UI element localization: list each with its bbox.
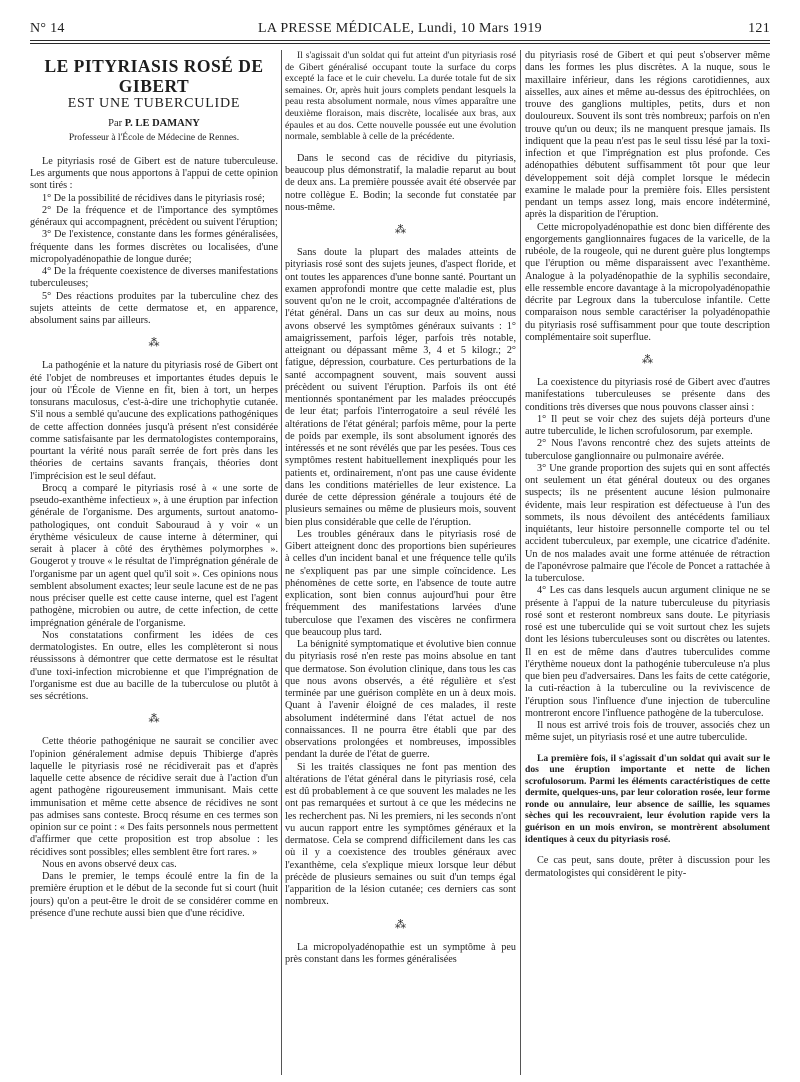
case-note	[285, 50, 516, 143]
paragraph-brocq: Brocq a comparé le pityriasis rosé à « une sorte de pseudo-exanthème infectieux », à une éruption par infection générale de l'organisme. Des arguments, surtout anatomo-pathologiques, ont conduit Sabouraud à y voir « un érythème vésiculeux de cause interne à déterminer, qui serait à placer à côté des érythèmes polymorphes ». Gougerot y trouve « le résultat de l'imprégnation générale de l'organisme par un agent quel qu'il soit ». Ces opinions nous semblent absolument exactes; leur seule lacune est de ne pas nous préciser quelle est cette cause interne, quel est l'agent pathogène, microbien ou autre, de cette infection, de cette imprégnation générale de l'organisme.	[30, 482, 278, 629]
paragraph-pathogenie: La pathogénie et la nature du pityriasis rosé de Gibert ont été l'objet de nombreuses et importantes études depuis le jour où l'École de Vienne en fit, bien à tort, un herpes tonsurans maculosus, c'est-à-dire une trichophytie cutanée. S'il nous a semblé qu'aucune des explications pathogéniques de cette affection données jusqu'à présent n'est considérée comme satisfaisante par les dermatologistes contemporains, pourtant la vérité nous paraît serrée de fort près dans les théories de certains savants français, théories dont l'imprécision est le seul défaut.	[30, 360, 278, 482]
paragraph-differente: Cette micropolyadénopathie est donc bien différente des engorgements ganglionnaires fugaces de la varicelle, de la rubéole, de la rougeole, qui ne durent guère plus longtemps que l'éruption ou même disparaissent avec l'exanthème. Analogue à la polyadénopathie de la syphilis secondaire, elle ressemble encore davantage à la micropolyadénopathie décrite par Legroux dans la tuberculose infantile. Cette comparaison nous semble caractériser la polyadénopathie du pityriasis rosé suffisamment pour que toute description complémentaire soit superflue.	[525, 221, 770, 343]
paragraph-symptomes: Sans doute la plupart des malades atteints de pityriasis rosé sont des sujets jeunes, d'aspect floride, et ont toutes les apparences d'une bonne santé. Pourtant un examen approfondi montre que cette maladie est, plus souvent qu'on ne le croit, accompagnée d'altérations de l'état général. Dans un cas sur deux au moins, nous avons observé les symptômes généraux suivants : 1° amaigrissement, parfois léger, parfois très notable, atteignant ou dépassant même 3, 4 et 5 kilogr.; 2° fatigue, dépression, courbature. Ces perturbations de la santé accompagnent souvent, mais souvent aussi précèdent ou suivent l'éruption. Parfois ils ont été mentionnés spontanément par les malades préoccupés de leur état; parfois l'interrogatoire a seul révélé les altérations de l'état général; parfois même, pour la perte de poids par exemple, ils sont absolument ignorés des intéressés et ne sont révélés que par les pesées. Tous ces symptômes restent habituellement inexpliqués pour les patients et, ordinairement, n'ont pas une cause évidente dans les conditions matérielles de leur existence. La durée de cette dépression générale a toujours été de plusieurs semaines ou même de plusieurs mois, souvent bien plus considérable que celle de l'éruption.	[285, 247, 516, 528]
list-item-1: 1° Il peut se voir chez des sujets déjà porteurs d'une autre tuberculide, le lichen scrofulosorum, par exemple.	[525, 413, 770, 437]
paragraph-micropolyadenopathie: La micropolyadénopathie est un symptôme à peu près constant dans les formes généralisées	[285, 941, 516, 965]
paragraph-deux-cas: Nous en avons observé deux cas.	[42, 858, 177, 870]
paragraph-continuation: du pityriasis rosé de Gibert et qui peut s'observer même dans les formes les plus discrètes. A la nuque, sous le maxillaire inférieur, dans les régions carotidiennes, aux aisselles, aux aines et même au-dessus des épitrochlées, on trouve des ganglions multiples, petits, durs et non douloureux. Souvent ils sont très nombreux; parfois on n'en trouve qu'un ou deux; ils ne manquent presque jamais. Ils indiquent que la peau n'est pas le seul tissu lésé par la toxi-infection et que l'imprégnation est plus profonde. Ces adénopathies débutent suffisamment tôt pour que leur développement soit déjà complet lorsque le médecin examine le malade pour la première fois. Elles persistent pendant un temps assez long, mais encore indéterminé, après la disparition de l'éruption.	[525, 50, 770, 221]
header-rule-second	[30, 43, 770, 44]
journal-title: LA PRESSE MÉDICALE, Lundi, 10 Mars 1919	[258, 21, 542, 36]
paragraph-premier-cas: Dans le premier, le temps écoulé entre la fin de la première éruption et le début de la seconde fut si court (huit jours) qu'on a peut-être le droit de se considérer comme en présence d'une rechute aussi bien que d'une récidive.	[30, 871, 278, 919]
paragraph-traites: Si les traités classiques ne font pas mention des altérations de l'état général dans le pityriasis rosé, cela est dû probablement à ce que souvent les malades ne les ont pas remarquées et surtout à ce que les médecins ne les recherchent pas. Ni les premiers, ni les seconds n'ont vu aucun rapport entre les symptômes généraux et la dermatose. Cela se comprend difficilement dans les cas où il y a coexistence des troubles généraux avec l'exanthème, cela s'explique mieux lorsque leur début précède de plusieurs semaines ou suit d'un temps égal l'apparition de la lésion cutanée; ces derniers cas sont nombreux.	[285, 761, 516, 908]
author-affiliation: Professeur à l'École de Médecine de Rennes.	[68, 132, 240, 143]
argument-4: 4° De la fréquente coexistence de diverses manifestations tuberculeuses;	[30, 266, 278, 290]
argument-5: 5° Des réactions produites par la tuberculine chez des sujets atteints de cette dermatose et, en apparence, absolument sains par ailleurs.	[30, 290, 278, 326]
page-number: 121	[748, 21, 770, 36]
column-2	[285, 50, 516, 1075]
author-name: P. LE DAMANY	[124, 118, 200, 130]
article-subtitle: EST UNE TUBERCULIDE	[67, 96, 241, 111]
article-title: LE PITYRIASIS ROSÉ DE GIBERT	[44, 56, 264, 96]
section-separator: ⁂	[148, 337, 160, 350]
section-separator: ⁂	[395, 918, 406, 931]
spacer	[30, 144, 278, 156]
paragraph-theorie: Cette théorie pathogénique ne saurait se concilier avec l'opinion généralement admise depuis Thibierge d'après laquelle le pityriasis rosé ne récidiverait pas et d'après laquelle cette absence de récidive serait due à l'action d'un agent pathogène rigoureusement immunisant. Mais cette immunisation et même cette absence de récidives ne sont pas admises sans conteste. Brocq résume en ces termes son opinion sur ce point : « Des faits personnels nous permettent d'affirmer que cette proposition est trop absolue : les récidives sont possibles; elles semblent être fort rares. »	[30, 736, 278, 858]
paragraph-discussion: Ce cas peut, sans doute, prêter à discussion pour les dermatologistes qui considèrent le pity-	[525, 855, 770, 879]
paragraph-coexistence: La coexistence du pityriasis rosé de Gibert avec d'autres manifestations tuberculeuses se présente dans des conditions très diverses que nous pouvons classer ainsi :	[525, 377, 770, 413]
column-divider-2	[520, 50, 521, 1075]
section-separator: ⁂	[395, 224, 406, 236]
issue-number: N° 14	[30, 21, 65, 36]
section-separator: ⁂	[642, 354, 653, 366]
argument-3: 3° De l'existence, constante dans les formes généralisées, fréquente dans les formes discrètes ou localisées, d'une micropolyadénopathie de longue durée;	[30, 229, 278, 265]
intro-paragraph: Le pityriasis rosé de Gibert est de nature tuberculeuse. Les arguments que nous apportons à l'appui de cette opinion sont tirés :	[30, 155, 278, 192]
paragraph-trois-fois: Il nous est arrivé trois fois de trouver, associés chez un même sujet, un pityriasis rosé et une autre tuberculide.	[525, 720, 770, 744]
case-note-text: Il s'agissait d'un soldat qui fut atteint d'un pityriasis rosé de Gibert généralisé occupant toute la surface du corps excepté la face et le cuir chevelu. La durée totale fut de six semaines. Or, après huit jours complets pendant lesquels la peau resta absolument normale, nous vîmes apparaître une deuxième floraison, mais discrète, localisée aux bras, aux épaules et au dos. Cette nouvelle poussée eut une évolution normale, semblable à celle de la précédente.	[285, 50, 516, 143]
case-note-bold-text: La première fois, il s'agissait d'un soldat qui avait sur le dos une éruption importante et nette de lichen scrofulosorum. Parmi les éléments caractéristiques de cette dermite, quelques-uns, par leur coloration rosée, leur forme ronde ou annulaire, leur absence de saillie, les squames sèches qui les recouvraient, leur évolution rapide vers la guérison en un mois environ, se montrèrent absolument identiques à ceux du pityriasis rosé.	[525, 752, 770, 845]
list-item-2: 2° Nous l'avons rencontré chez des sujets atteints de tuberculose ganglionnaire ou pulmonaire avérée.	[525, 438, 770, 462]
list-item-3: 3° Une grande proportion des sujets qui en sont affectés ont seulement un état général douteux ou des organes suspects; ils ne présentent aucune lésion pulmonaire évidente, mais leur respiration est défectueuse à l'un des sommets, ils nous dévoilent des antécédents familiaux inquiétants, leur histoire personnelle comporte tel ou tel accident tuberculeux, par exemple, une cicatrice d'adénite. Un de nos malades avait une forme atténuée de rétraction de l'aponévrose palmaire que l'école de Poncet a rattachée à la tuberculose.	[525, 462, 770, 584]
header-rule	[30, 40, 770, 41]
author-line	[30, 118, 278, 130]
case-note-bold	[525, 753, 770, 846]
column-3	[525, 50, 770, 1075]
argument-1: 1° De la possibilité de récidives dans le pityriasis rosé;	[42, 192, 265, 204]
column-divider-1	[281, 50, 282, 1075]
paragraph-constatations: Nos constatations confirment les idées de ces dermatologistes. En outre, elles les complèteront si nous réussissons à démontrer que cette dermatose est le résultat d'une toxi-infection microbienne et que l'imprégnation de l'organisme est due au bacille de la tuberculose ou plutôt à ses sécrétions.	[30, 629, 278, 702]
list-item-4: 4° Les cas dans lesquels aucun argument clinique ne se présente à l'appui de la nature tuberculeuse du pityriasis rosé sont et resteront nombreux sans doute. Le pityriasis rosé est une tuberculide qui se voit surtout chez les sujets dont les lésions tuberculeuses sont ou discrètes ou latentes. Il en est de même dans d'autres tuberculides comme l'érythème noueux dont la pathogénie tuberculeuse n'a plus que bien peu d'adversaires. Dans les faits de cette catégorie, la cuti-réaction à la tuberculine ou la reviviscence de l'éruption sous l'influence d'une injection de tuberculine montreront encore l'influence pathogène de la tuberculose.	[525, 585, 770, 719]
section-separator: ⁂	[148, 713, 160, 726]
author-prefix: Par	[108, 118, 123, 130]
paragraph-troubles: Les troubles généraux dans le pityriasis rosé de Gibert atteignent donc des proportions bien supérieures à celles d'un incident banal et une fréquence telle qu'ils ne s'expliquent pas par une simple coïncidence. Les phénomènes de cette sorte, en l'absence de toute autre explication, sont bien connus aujourd'hui pour être fréquemment des manifestations larvées d'une tuberculose que l'examen des viscères ne confirmera que beaucoup plus tard.	[285, 528, 516, 638]
column-1	[30, 50, 278, 1075]
paragraph-second-cas: Dans le second cas de récidive du pityriasis, beaucoup plus démonstratif, la maladie reparut au bout de deux ans. La première poussée avait été observée par notre collègue E. Bodin; la seconde fut constatée par nous-même.	[285, 152, 516, 213]
argument-2: 2° De la fréquence et de l'importance des symptômes généraux qui accompagnent, précèdent ou suivent l'éruption;	[30, 204, 278, 228]
paragraph-benignite: La bénignité symptomatique et évolutive bien connue du pityriasis rosé n'en reste pas moins absolue en tant que dermatose. Son évolution clinique, dans tous les cas que nous avons observés, a été régulière et s'est terminée par une guérison complète en un à deux mois. Quant à l'avenir éloigné de ces malades, il reste absolument indéterminé dans l'état actuel de nos connaissances. Il ne pourra être établi que par des observations prolongées et nombreuses, impossibles pendant la durée de l'état de guerre.	[285, 639, 516, 761]
